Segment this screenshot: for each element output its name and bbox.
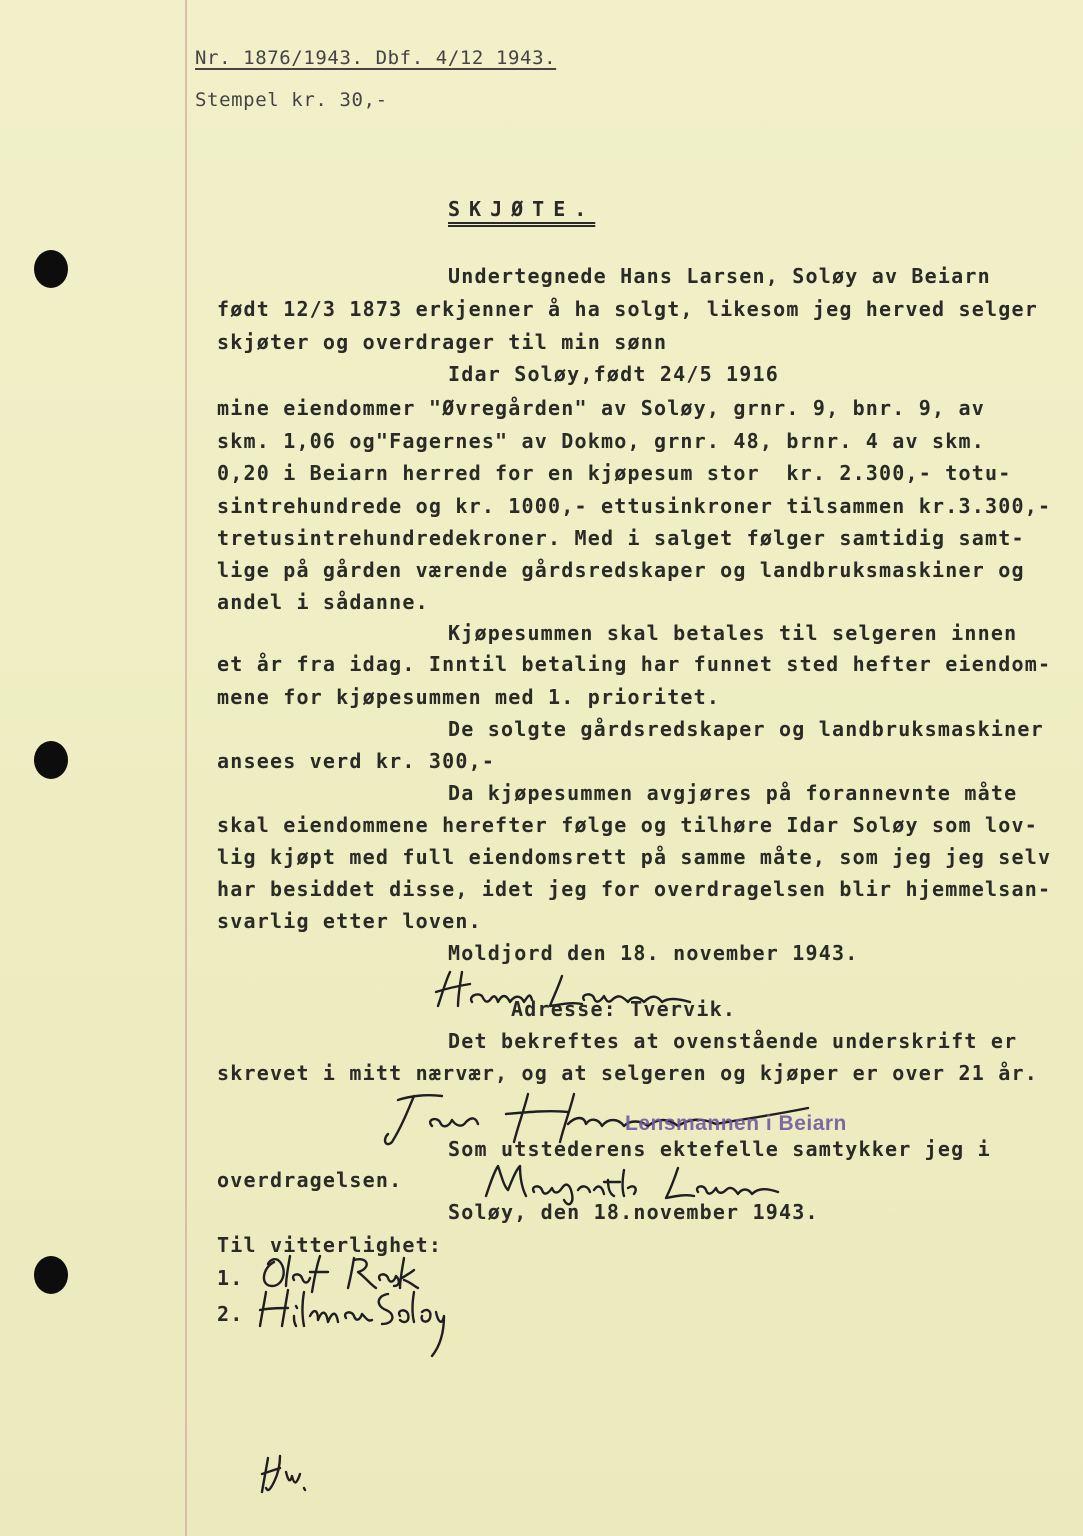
- punch-hole: [34, 250, 68, 288]
- body-line: ansees verd kr. 300,-: [217, 749, 496, 773]
- body-line: 0,20 i Beiarn herred for en kjøpesum stor kr. 2.300,- totu-: [217, 461, 1012, 485]
- stamp-duty: Stempel kr. 30,-: [195, 89, 388, 111]
- body-line: mene for kjøpesummen med 1. prioritet.: [217, 685, 721, 709]
- body-line: tretusintrehundredekroner. Med i salget følger samtidig samt-: [217, 526, 1025, 550]
- body-line: sintrehundrede og kr. 1000,- ettusinkroner tilsammen kr.3.300,-: [217, 494, 1052, 518]
- attest-line: Det bekreftes at ovenstående underskrift er: [448, 1029, 1018, 1053]
- body-line: svarlig etter loven.: [217, 909, 482, 933]
- body-line: mine eiendommer "Øvregården" av Soløy, grnr. 9, bnr. 9, av: [217, 396, 985, 420]
- body-line: lige på gården værende gårdsredskaper og landbruksmaskiner og: [217, 558, 1025, 582]
- body-line: De solgte gårdsredskaper og landbruksmaskiner: [448, 717, 1044, 741]
- punch-hole: [34, 741, 68, 779]
- body-line: skal eiendommene herefter følge og tilhøre Idar Soløy som lov-: [217, 813, 1038, 837]
- body-line: andel i sådanne.: [217, 590, 429, 614]
- witness-heading: Til vitterlighet:: [217, 1233, 443, 1257]
- registry-number: Nr. 1876/1943. Dbf. 4/12 1943.: [195, 47, 557, 69]
- body-line: skm. 1,06 og"Fagernes" av Dokmo, grnr. 48, brnr. 4 av skm.: [217, 429, 985, 453]
- official-stamp: Lensmannen i Beiarn: [625, 1112, 847, 1135]
- punch-hole: [34, 1256, 68, 1294]
- place-date-2: Soløy, den 18.november 1943.: [448, 1200, 819, 1224]
- attest-line: skrevet i mitt nærvær, og at selgeren og kjøper er over 21 år.: [217, 1061, 1038, 1085]
- document-title: SKJØTE.: [448, 197, 596, 221]
- witness-number: 1.: [217, 1266, 244, 1290]
- body-line: skjøter og overdrager til min sønn: [217, 330, 668, 354]
- body-line: født 12/3 1873 erkjenner å ha solgt, likesom jeg herved selger: [217, 297, 1038, 321]
- witness-number: 2.: [217, 1302, 244, 1326]
- margin-rule: [185, 0, 187, 1536]
- consent-line: Som utstederens ektefelle samtykker jeg i: [448, 1137, 991, 1161]
- body-line: Kjøpesummen skal betales til selgeren innen: [448, 621, 1018, 645]
- body-line: et år fra idag. Inntil betaling har funnet sted hefter eiendom-: [217, 652, 1052, 676]
- consent-line: overdragelsen.: [217, 1168, 403, 1192]
- initials: [258, 1450, 318, 1496]
- address: Adresse: Tvervik.: [511, 997, 737, 1021]
- body-line: lig kjøpt med full eiendomsrett på samme måte, som jeg jeg selv: [217, 845, 1052, 869]
- signature-witness-2: [254, 1282, 454, 1362]
- body-line: har besiddet disse, idet jeg for overdragelsen blir hjemmelsan-: [217, 877, 1052, 901]
- signature-margrethe-larsen: [478, 1160, 808, 1204]
- body-line: Da kjøpesummen avgjøres på forannevnte måte: [448, 781, 1018, 805]
- place-date: Moldjord den 18. november 1943.: [448, 941, 859, 965]
- body-line: Idar Soløy,født 24/5 1916: [448, 362, 780, 386]
- body-line: Undertegnede Hans Larsen, Soløy av Beiarn: [448, 264, 991, 288]
